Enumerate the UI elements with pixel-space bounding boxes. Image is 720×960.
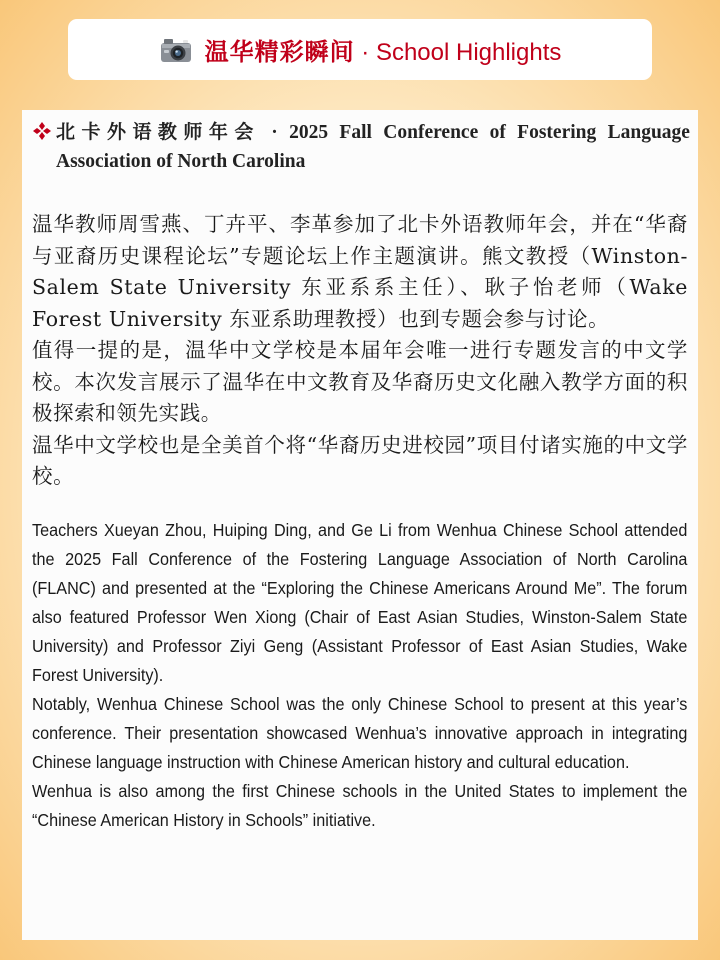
heading-en: 2025 Fall Conference of Fostering Language Association of North Carolina bbox=[56, 122, 690, 172]
en-paragraph: Notably, Wenhua Chinese School was the only Chinese School to present at this year’s conference. Their presentation showcased Wenhua’s innovative approach in integrating Chinese language instruction with Chinese American history and cultural education. bbox=[32, 693, 688, 772]
page-title-cn: 温华精彩瞬间 bbox=[204, 37, 355, 66]
article-heading-text bbox=[56, 118, 690, 176]
article-card bbox=[22, 110, 698, 940]
page-title bbox=[205, 32, 562, 67]
page-title-en: School Highlights bbox=[375, 39, 562, 66]
chinese-section bbox=[32, 209, 690, 493]
en-paragraph: Teachers Xueyan Zhou, Huiping Ding, and Ge Li from Wenhua Chinese School attended the 2025 Fall Conference of the Fostering Language Association of North Carolina (FLANC) and presented at the “Exploring the Chinese Americans Around Me”. The forum also featured Professor Wen Xiong (Chair of East Asian Studies, Winston-Salem State University) and Professor Ziyi Geng (Assistant Professor of East Asian Studies, Wake Forest University). bbox=[32, 519, 688, 685]
cn-paragraph: 温华教师周雪燕、丁卉平、李革参加了北卡外语教师年会，并在“华裔与亚裔历史课程论坛”专题论坛上作主题演讲。熊文教授（Winston-Salem State University 东亚系系主任）、耿子怡老师（Wake Forest University 东亚系助理教授）也到专题会参与讨论。 bbox=[32, 212, 688, 331]
cn-paragraph: 温华中文学校也是全美首个将“华裔历史进校园”项目付诸实施的中文学校。 bbox=[32, 432, 688, 488]
title-banner bbox=[68, 19, 652, 80]
en-paragraph: Wenhua is also among the first Chinese schools in the United States to implement the “Chinese American History in Schools” initiative. bbox=[32, 780, 688, 830]
heading-separator: · bbox=[259, 122, 290, 143]
diamond-bullet-icon bbox=[32, 121, 56, 150]
heading-cn: 北卡外语教师年会 bbox=[56, 121, 260, 143]
english-section bbox=[32, 516, 690, 835]
camera-icon bbox=[159, 36, 193, 64]
article-heading bbox=[32, 118, 690, 176]
cn-paragraph: 值得一提的是，温华中文学校是本届年会唯一进行专题发言的中文学校。本次发言展示了温华在中文教育及华裔历史文化融入教学方面的积极探索和领先实践。 bbox=[32, 338, 688, 425]
page-title-separator: · bbox=[354, 39, 376, 66]
